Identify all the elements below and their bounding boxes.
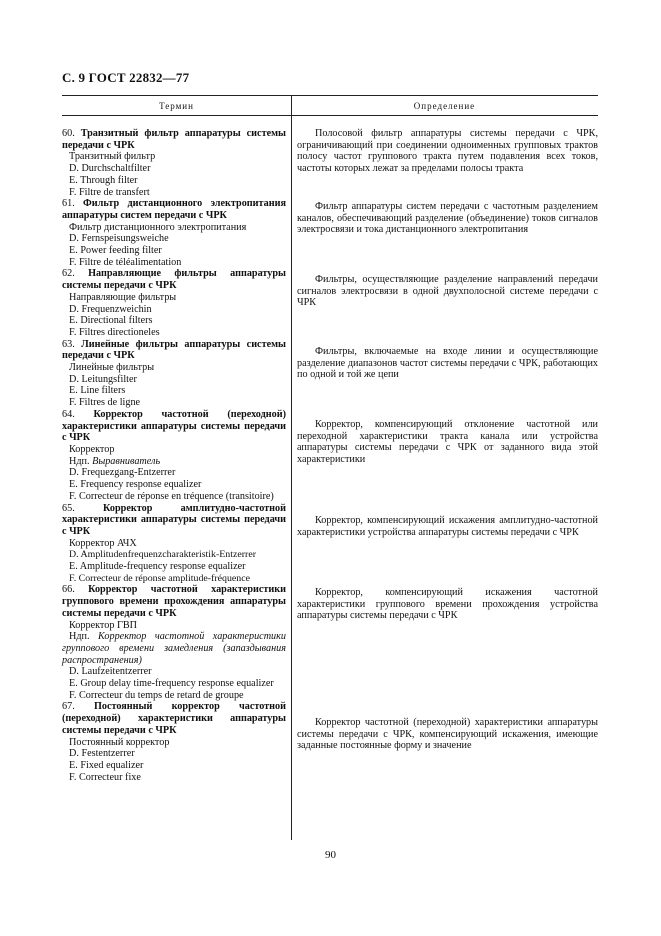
column-header-term: Термин [159,101,194,111]
term-line: Транзитный фильтр [69,151,156,163]
definition-63: Фильтры, включаемые на входе линии и осуществляющие разделение диапазонов частот системы передачи с ЧРК, работающих по одной и той же цепи [297,346,598,381]
term-entry-60 [62,128,286,198]
term-line: D. Frequenzweichin [69,303,152,315]
term-line: E. Amplitude-frequency response equalizer [69,561,246,573]
term-line: Линейные фильтры [69,362,155,374]
term-entry-67 [62,701,286,783]
non-recommended-term: Ндп. Выравниватель [69,455,161,467]
term-line: F. Filtre de transfert [69,186,150,198]
term-number: 66. [62,584,75,596]
term-line: D. Amplitudenfrequenzcharakteristik-Entzerrer [69,549,256,561]
term-number: 65. [62,502,75,514]
term-line: Корректор АЧХ [69,537,137,549]
term-line: D. Festentzerrer [69,748,135,760]
term-line: E. Fixed equalizer [69,759,144,771]
term-number: 62. [62,268,75,280]
term-line: F. Filtres directioneles [69,326,160,338]
term-number: 61. [62,198,75,210]
term-entry-61 [62,198,286,268]
term-line: E. Directional filters [69,315,153,327]
term-line: Постоянный корректор [69,736,170,748]
term-line: D. Leitungsfilter [69,373,137,385]
table-top-rule [62,95,598,96]
term-line: F. Correcteur de réponse en tréquence (transitoire) [69,490,274,502]
term-line: F. Filtre de téléalimentation [69,256,182,268]
term-entry-66 [62,584,286,701]
term-line: E. Frequency response equalizer [69,479,202,491]
non-recommended-term: Ндп. Корректор частотной характеристики группового времени замедления (запаздывания распространения) [62,631,287,666]
term-line: E. Line filters [69,385,126,397]
term-heading: Постоянный корректор частотной (переходной) характеристики аппаратуры системы передачи с ЧРК [62,701,287,736]
definition-62: Фильтры, осуществляющие разделение направлений передачи сигналов электросвязи в одной двухполосной системе передачи с ЧРК [297,274,598,309]
term-heading: Транзитный фильтр аппаратуры системы передачи с ЧРК [62,128,286,151]
term-line: E. Power feeding filter [69,245,162,257]
term-line: D. Durchschaltfilter [69,163,151,175]
term-line: Фильтр дистанционного электропитания [69,221,247,233]
term-line: D. Fernspeisungsweiche [69,233,169,245]
term-heading: Линейные фильтры аппаратуры системы передачи с ЧРК [62,338,286,362]
term-number: 67. [62,701,75,713]
term-entry-63 [62,339,286,409]
term-heading: Направляющие фильтры аппаратуры системы передачи с ЧРК [62,268,286,292]
term-line: F. Correcteur du temps de retard de groupe [69,689,244,701]
definition-64: Корректор, компенсирующий отклонение частотной или переходной характеристики тракта канала или устройства аппаратуры системы передачи с ЧРК от заданного вида этой характеристики [297,419,598,466]
term-line: E. Through filter [69,174,138,186]
term-heading: Фильтр дистанционного электропитания аппаратуры систем передачи с ЧРК [62,198,286,221]
term-line: F. Correcteur de réponse amplitude-fréquence [69,572,250,584]
term-line: D. Laufzeitentzerrer [69,666,152,678]
term-number: 64. [62,408,75,420]
term-number: 63. [62,338,75,350]
term-entry-65 [62,503,286,585]
term-line: F. Correcteur fixe [69,771,141,783]
term-heading: Корректор частотной характеристики группового времени прохождения аппаратуры системы передачи с ЧРК [62,584,286,619]
column-divider [291,95,292,840]
term-heading: Корректор амплитудно-частотной характеристики аппаратуры системы передачи с ЧРК [62,502,286,537]
page-header: С. 9 ГОСТ 22832—77 [62,70,190,85]
term-number: 60. [62,128,75,139]
definition-60: Полосовой фильтр аппаратуры системы передачи с ЧРК, ограничивающий при соединении одноименных групповых трактов полосу частот группового тракта путем подавления всех токов, частоты которых лежат за пределами полосы тракта [297,128,598,175]
page-number: 90 [325,849,336,861]
term-heading: Корректор частотной (переходной) характеристики аппаратуры системы передачи с ЧРК [62,408,286,444]
definition-67: Корректор частотной (переходной) характеристики аппаратуры системы передачи с ЧРК, компенсирующий искажения, имеющие заданные постоянные форму и значение [297,717,598,752]
header-rule [62,115,598,116]
term-line: F. Filtres de ligne [69,397,141,409]
definition-65: Корректор, компенсирующий искажения амплитудно-частотной характеристики устройства аппаратуры системы передачи с ЧРК [297,515,598,538]
term-line: Корректор [69,443,115,455]
term-entry-64 [62,409,286,503]
term-entry-62 [62,268,286,338]
definition-61: Фильтр аппаратуры систем передачи с частотным разделением каналов, обеспечивающий разделение (объединение) токов сигналов электросвязи и тока дистанционного электропитания [297,201,598,236]
term-line: E. Group delay time-frequency response equalizer [69,678,274,690]
term-line: Направляющие фильтры [69,291,177,303]
term-column [62,128,286,783]
column-header-definition: Определение [413,101,476,111]
term-line: Корректор ГВП [69,619,137,631]
definition-66: Корректор, компенсирующий искажения частотной характеристики группового времени прохождения устройства аппаратуры системы передачи с ЧРК [297,587,598,622]
term-line: D. Frequezgang-Entzerrer [69,467,176,479]
